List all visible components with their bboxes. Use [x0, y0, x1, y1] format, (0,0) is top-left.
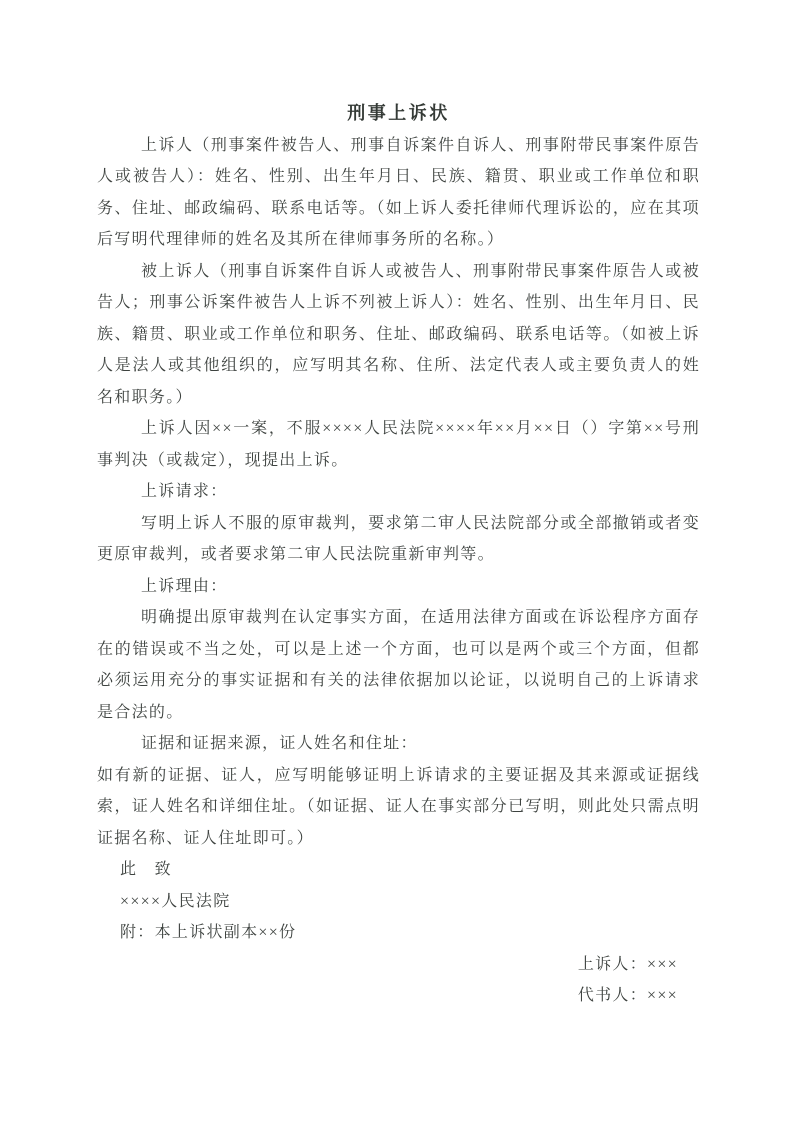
closing-court-name: ××××人民法院	[120, 892, 231, 910]
paragraph-evidence-body: 如有新的证据、证人，应写明能够证明上诉请求的主要证据及其来源或证据线索，证人姓名和详细住址。（如证据、证人在事实部分已写明，则此处只需点明证据名称、证人住址即可。）	[97, 766, 700, 847]
signature-scribe: 代书人：×××	[577, 987, 678, 1004]
document-title: 刑事上诉状	[347, 103, 450, 123]
paragraph-appeal-request-body: 写明上诉人不服的原审裁判，要求第二审人民法院部分或全部撤销或者变更原审裁判，或者要求第二审人民法院重新审判等。	[97, 514, 700, 563]
paragraph-evidence-heading: 证据和证据来源，证人姓名和住址：	[141, 735, 418, 752]
paragraph-appeal-reason-heading: 上诉理由：	[141, 577, 228, 595]
closing-salutation: 此 致	[120, 861, 172, 878]
paragraph-appeal-reason-body: 明确提出原审裁判在认定事实方面，在适用法律方面或在诉讼程序方面存在的错误或不当之处，可以是上述一个方面，也可以是两个或三个方面，但都必须运用充分的事实证据和有关的法律依据加以论证，以说明自己的上诉请求是合法的。	[97, 609, 700, 721]
closing-attachment-note: 附：本上诉状副本××份	[120, 924, 297, 941]
paragraph-case-introduction: 上诉人因××一案，不服××××人民法院××××年××月××日（）字第××号刑事判决（或裁定），现提出上诉。	[97, 420, 700, 469]
signature-appellant: 上诉人：×××	[577, 955, 678, 973]
paragraph-appellee-info: 被上诉人（刑事自诉案件自诉人或被告人、刑事附带民事案件原告人或被告人；刑事公诉案件被告人上诉不列被上诉人）：姓名、性别、出生年月日、民族、籍贯、职业或工作单位和职务、住址、邮政编码、联系电话等。（如被上诉人是法人或其他组织的，应写明其名称、住所、法定代表人或主要负责人的姓名和职务。）	[97, 262, 700, 406]
paragraph-appeal-request-heading: 上诉请求：	[141, 483, 228, 500]
paragraph-appellant-info: 上诉人（刑事案件被告人、刑事自诉案件自诉人、刑事附带民事案件原告人或被告人）：姓名、性别、出生年月日、民族、籍贯、职业或工作单位和职务、住址、邮政编码、联系电话等。（如上诉人委托律师代理诉讼的，应在其项后写明代理律师的姓名及其所在律师事务所的名称。）	[97, 136, 700, 248]
